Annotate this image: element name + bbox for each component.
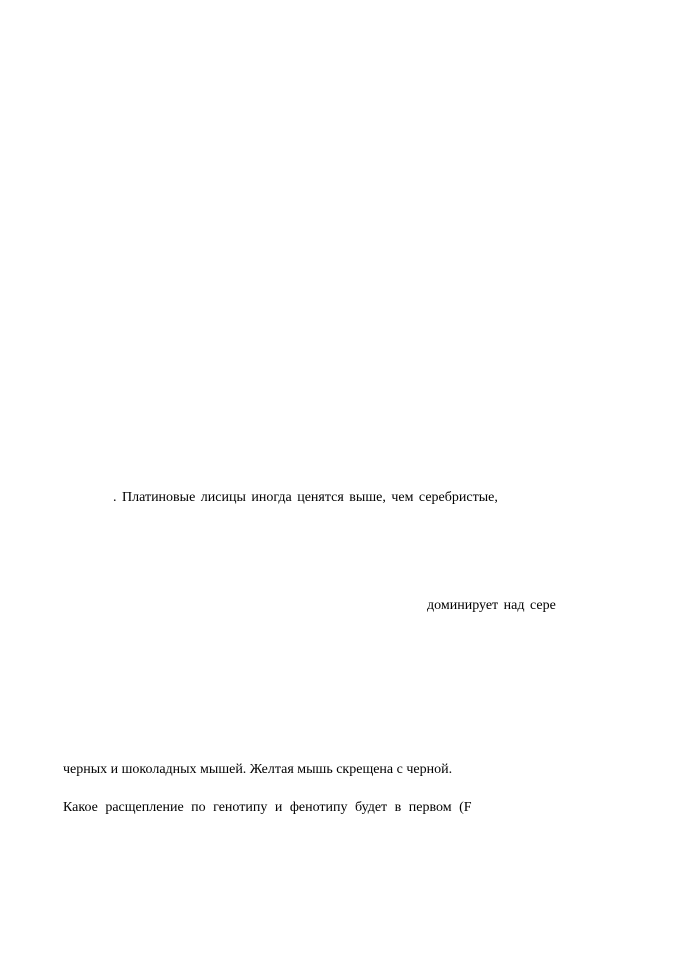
text-line-mice-cross: черных и шоколадных мышей. Желтая мышь скрещена с черной. — [63, 762, 453, 777]
text-line-question: Какое расщепление по генотипу и фенотипу будет в первом (F — [63, 800, 472, 815]
text-line-platinum-foxes: . Платиновые лисицы иногда ценятся выше, чем серебристые, — [113, 490, 498, 505]
text-line-dominates: доминирует над сере — [427, 598, 556, 613]
